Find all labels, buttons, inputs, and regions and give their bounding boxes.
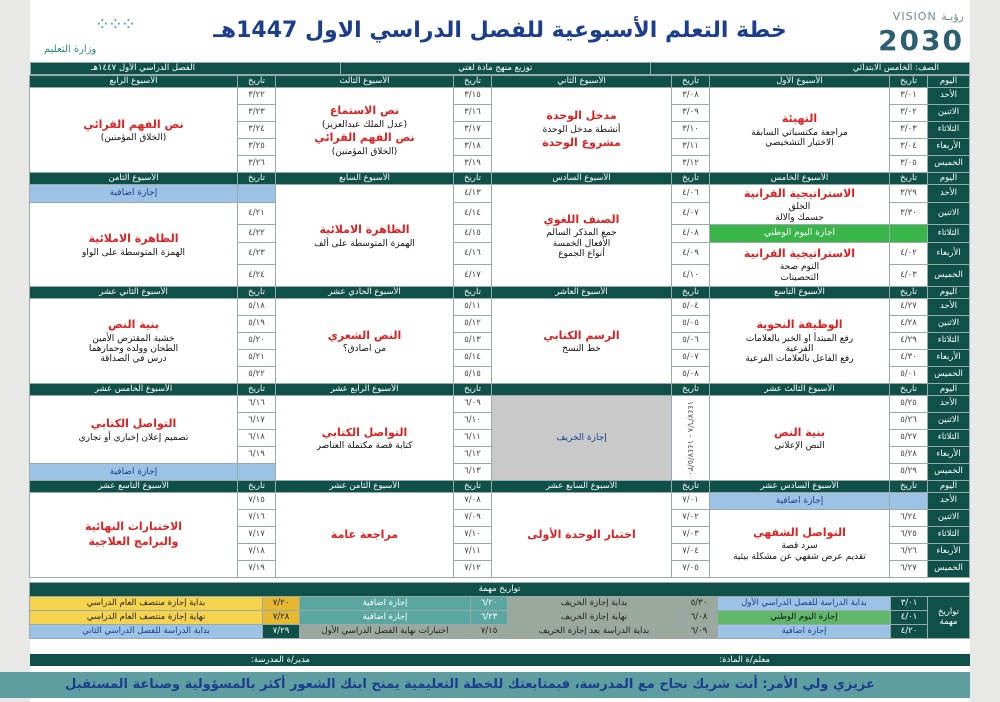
important-event: بداية إجازة منتصف العام الدراسي — [29, 597, 262, 611]
date-header: تاريخ — [454, 384, 492, 396]
week-content — [30, 396, 238, 464]
week-date: ٣/١٨ — [454, 139, 492, 156]
topic-detail: الفرعية — [785, 344, 814, 355]
date-header: تاريخ — [890, 481, 928, 493]
week-date: ٦/٠٩ — [454, 396, 492, 413]
week-date: ٦/١٨ — [238, 430, 276, 447]
date-header: تاريخ — [238, 481, 276, 493]
topic-detail: (الخلاق المؤمنين) — [331, 146, 398, 157]
week-header: الأسبوع السادس عشر — [710, 481, 890, 493]
important-date: ٧/٢٨ — [263, 611, 300, 625]
week-date: ٣/١١ — [672, 139, 710, 156]
important-date: ٦/٢٠ — [471, 597, 508, 611]
week-header: الأسبوع الثالث — [276, 76, 454, 88]
day-label: الخميس — [928, 265, 970, 287]
important-date: ٧/٢٠ — [263, 597, 300, 611]
week-date: ٣/١٥ — [454, 88, 492, 105]
week-date: ٣/١٠ — [672, 122, 710, 139]
date-header: تاريخ — [238, 287, 276, 299]
date-header: تاريخ — [238, 384, 276, 396]
topic-detail: تصميم إعلان إخباري أو تجاري — [78, 432, 189, 443]
extra-holiday: إجازة اضافية — [30, 464, 238, 481]
week-date: ٣/٢٩ — [890, 185, 928, 203]
week-date: ٣/٠٥ — [890, 156, 928, 173]
week-date: ٣/٠٤ — [890, 139, 928, 156]
important-event: اختبارات نهاية الفصل الدراسي الأول — [300, 625, 471, 639]
week-date: ٧/٠٣ — [672, 527, 710, 544]
week-date: ٣/٠٢ — [890, 105, 928, 122]
week-date: ٤/٣٠ — [890, 350, 928, 367]
week-content — [710, 396, 890, 481]
week-header: الأسبوع السابع — [276, 173, 454, 185]
week-date: ٥/١١ — [454, 299, 492, 316]
date-header: تاريخ — [454, 173, 492, 185]
day-label: الأربعاء — [928, 544, 970, 561]
week-date: ٦/٢٧ — [890, 561, 928, 578]
topic-title: الوظيفة النحوية — [756, 318, 843, 332]
week-date: ٥/٠٤ — [672, 299, 710, 316]
week-date: ٦/١١ — [454, 430, 492, 447]
topic-title: التهيئة — [781, 112, 818, 126]
day-label: الأحد — [928, 493, 970, 510]
date-header: تاريخ — [454, 481, 492, 493]
topic-detail: (عدل الملك عبدالعزيز) — [321, 119, 408, 130]
topic-title: اختبار الوحدة الأولى — [527, 527, 636, 541]
topic-detail: رفع الفاعل بالعلامات الفرعية — [745, 354, 854, 365]
ministry-name: وزارة التعليم — [44, 44, 97, 55]
page-title: خطة التعلم الأسبوعية للفصل الدراسي الاول 1447هـ — [213, 18, 787, 43]
teacher-label: معلم/ة المادة: — [719, 655, 770, 665]
week-content — [276, 185, 454, 287]
week-date: ٣/٢٥ — [238, 139, 276, 156]
vision-label: VISION رؤيـة — [892, 10, 964, 23]
topic-title: التواصل الكتابي — [90, 417, 177, 430]
week-date: ٥/٢٢ — [238, 367, 276, 384]
vertical-date: ١٤٤٧/٥/٣٠ - ١٤٤٧/٦/٨ — [672, 396, 710, 481]
topic-detail: (الخلاق المؤمنين) — [100, 133, 167, 144]
week-date: ٥/٢٥ — [890, 396, 928, 413]
week-date: ٣/١٩ — [454, 156, 492, 173]
week-date: ٧/١٠ — [454, 527, 492, 544]
topic-detail: سرد قصة — [781, 541, 818, 552]
date-header: تاريخ — [454, 76, 492, 88]
week-header: الأسبوع الأول — [710, 76, 890, 88]
topic-detail: خشبة المقترض الأمين — [92, 333, 175, 344]
important-dates-table — [29, 582, 970, 639]
topic-title: نص الاستماع — [329, 104, 400, 118]
week-header: الأسبوع الثامن عشر — [276, 481, 454, 493]
week-content — [492, 185, 672, 287]
important-event: بداية إجازة الخريف — [508, 597, 681, 611]
week-date: ٥/٢٠ — [238, 333, 276, 350]
day-label: الأحد — [928, 299, 970, 316]
week-date: ٤/٢٤ — [238, 265, 276, 287]
week-date — [890, 225, 928, 243]
week-content — [710, 510, 890, 578]
autumn-holiday: إجازة الخريف — [492, 396, 672, 481]
day-label: الأربعاء — [928, 447, 970, 464]
important-date: ٤/٠١ — [891, 611, 928, 625]
week-date: ٣/٠٩ — [672, 105, 710, 122]
day-label: الخميس — [928, 156, 970, 173]
topic-title: مدخل الوحدة — [546, 109, 617, 123]
week-date: ٧/١٢ — [454, 561, 492, 578]
week-date: ٧/١٧ — [238, 527, 276, 544]
week-date: ٧/١٦ — [238, 510, 276, 527]
week-date — [238, 464, 276, 481]
day-label: الاثنين — [928, 510, 970, 527]
week-date — [238, 185, 276, 203]
day-label: الأحد — [928, 185, 970, 203]
topic-title: الاستراتيجية القرانية — [743, 186, 856, 200]
day-label: الثلاثاء — [928, 430, 970, 447]
week-date: ٥/١٨ — [238, 299, 276, 316]
day-label: الثلاثاء — [928, 333, 970, 350]
day-header: اليوم — [928, 173, 970, 185]
week-date: ٥/٢٩ — [890, 464, 928, 481]
topic-detail: الاختبار التشخيصي — [765, 138, 834, 149]
weekly-grid — [30, 62, 970, 578]
topic-title: بنية النص — [773, 425, 825, 439]
day-label: الخميس — [928, 367, 970, 384]
day-label: الأربعاء — [928, 139, 970, 156]
week-date: ٤/٠٨ — [672, 225, 710, 243]
date-header: تاريخ — [672, 384, 710, 396]
date-header: تاريخ — [890, 76, 928, 88]
week-content — [492, 493, 672, 578]
important-event: بداية الدراسة للفصل الدراسي الأول — [718, 597, 891, 611]
week-content — [30, 203, 238, 287]
vision-2030-logo — [860, 10, 970, 58]
day-label: الاثنين — [928, 316, 970, 333]
week-date: ٦/١٠ — [454, 413, 492, 430]
important-dates — [30, 582, 970, 639]
week-date: ٥/١٢ — [454, 316, 492, 333]
week-date: ٧/٠٢ — [672, 510, 710, 527]
week-date: ٤/٠٣ — [890, 265, 928, 287]
week-date: ٤/٠٧ — [672, 203, 710, 225]
day-header: اليوم — [928, 287, 970, 299]
date-header: تاريخ — [238, 76, 276, 88]
day-label: الأربعاء — [928, 243, 970, 265]
date-header: تاريخ — [672, 481, 710, 493]
week-header: الأسبوع الرابع — [30, 76, 238, 88]
topic-detail: أنشطة مدخل الوحدة — [542, 124, 621, 135]
week-date: ٦/١٧ — [238, 413, 276, 430]
week-header — [492, 384, 672, 396]
date-header: تاريخ — [672, 287, 710, 299]
week-date: ٥/٢٨ — [890, 447, 928, 464]
topic-detail: النوم صحة — [779, 262, 820, 273]
week-date: ٧/١٨ — [238, 544, 276, 561]
week-date: ٥/١٤ — [454, 350, 492, 367]
day-label: الثلاثاء — [928, 225, 970, 243]
topic-detail: التحصينات — [780, 272, 819, 283]
day-label: الأحد — [928, 396, 970, 413]
week-content — [710, 243, 890, 287]
grid-top-bar — [30, 62, 970, 75]
week-date: ٣/١٧ — [454, 122, 492, 139]
topic-title: بنية النص — [107, 318, 159, 332]
important-date: ٤/٢٠ — [891, 625, 928, 639]
week-date: ٥/٢٦ — [890, 413, 928, 430]
week-date: ٥/٠٨ — [672, 367, 710, 384]
week-date: ٥/٢١ — [238, 350, 276, 367]
week-date: ٧/١٩ — [238, 561, 276, 578]
week-date: ٤/١٠ — [672, 265, 710, 287]
week-content — [276, 396, 454, 481]
topic-title: الاستراتيجية القرانية — [743, 246, 856, 260]
date-header: تاريخ — [672, 173, 710, 185]
important-date: ٦/٠٩ — [681, 625, 718, 639]
ministry-emblem-icon: ⁘⁘⁘ — [94, 14, 134, 35]
topic-detail: من اصادق؟ — [342, 344, 387, 355]
week-content — [710, 185, 890, 225]
week-date: ٧/٠٨ — [454, 493, 492, 510]
week-date: ٣/١٢ — [672, 156, 710, 173]
topic-title: نص الفهم القرائي — [314, 131, 415, 144]
day-label: الثلاثاء — [928, 527, 970, 544]
week-date: ٧/٠٤ — [672, 544, 710, 561]
week-date: ٧/١٥ — [238, 493, 276, 510]
topic-detail: خط النسخ — [562, 344, 601, 355]
week-header: الأسبوع التاسع عشر — [30, 481, 238, 493]
week-content — [276, 493, 454, 578]
week-header: الأسبوع الحادي عشر — [276, 287, 454, 299]
day-label: الاثنين — [928, 413, 970, 430]
day-label: الاثنين — [928, 105, 970, 122]
principal-label: مدير/ة المدرسة: — [250, 655, 310, 665]
subject-label: توزيع منهج مادة لغتي — [340, 63, 650, 75]
topic-detail: كتابة قصة مكتملة العناصر — [316, 441, 413, 452]
week-date: ٣/٢٢ — [238, 88, 276, 105]
important-date: ٦/٠٨ — [681, 611, 718, 625]
grade-label: الصف: الخامس الابتدائي — [650, 63, 969, 75]
day-label: الأحد — [928, 88, 970, 105]
week-date: ٣/٢٤ — [238, 122, 276, 139]
date-header: تاريخ — [890, 384, 928, 396]
important-date: ٦/٢٣ — [471, 611, 508, 625]
national-day-holiday: اجازة اليوم الوطني — [710, 225, 890, 243]
week-header: الأسبوع السابع عشر — [492, 481, 672, 493]
week-date: ٥/٢٧ — [890, 430, 928, 447]
week-date: ٥/٠١ — [890, 367, 928, 384]
week-date: ٦/١٩ — [238, 447, 276, 464]
topic-title: مشروع الوحدة — [542, 136, 621, 150]
week-date: ٥/١٥ — [454, 367, 492, 384]
important-event: نهاية إجازة الخريف — [508, 611, 681, 625]
important-event: بداية الدراسة للفصل الدراسي الثاني — [29, 625, 262, 639]
week-date: ٦/٢٥ — [890, 527, 928, 544]
week-content — [492, 299, 672, 384]
week-date: ٤/١٧ — [454, 265, 492, 287]
week-header: الأسبوع الخامس — [710, 173, 890, 185]
week-date: ٥/١٣ — [454, 333, 492, 350]
week-header: الأسبوع الرابع عشر — [276, 384, 454, 396]
week-header: الأسبوع الثالث عشر — [710, 384, 890, 396]
term-label: الفصل الدراسي الأول ١٤٤٧هـ — [31, 63, 341, 75]
important-event: إجازة اضافية — [718, 625, 891, 639]
week-date: ٣/٠١ — [890, 88, 928, 105]
week-content — [276, 88, 454, 173]
topic-detail: الهمزة المتوسطة على ألف — [314, 238, 415, 249]
plan-document — [30, 0, 970, 702]
topic-title: الظاهرة الاملائية — [88, 232, 179, 245]
topic-detail: النص الإعلاني — [774, 441, 825, 452]
week-date: ٣/٢٣ — [238, 105, 276, 122]
day-label: الخميس — [928, 464, 970, 481]
topic-detail: جسمك والالة — [775, 212, 824, 223]
week-header: الأسبوع الثاني — [492, 76, 672, 88]
week-date: ٧/٠٩ — [454, 510, 492, 527]
important-date: ٣/٠١ — [891, 597, 928, 611]
date-header: تاريخ — [890, 287, 928, 299]
date-header: تاريخ — [454, 287, 492, 299]
topic-title: الرسم الكتابي — [543, 328, 620, 342]
week-header: الأسبوع السادس — [492, 173, 672, 185]
week-content — [710, 299, 890, 384]
important-event: إجازة اليوم الوطني — [718, 611, 891, 625]
week-date: ٤/٠٦ — [672, 185, 710, 203]
week-date: ٣/١٦ — [454, 105, 492, 122]
week-date: ٤/٢٧ — [890, 299, 928, 316]
week-header: الأسبوع الخامس عشر — [30, 384, 238, 396]
day-label: الخميس — [928, 561, 970, 578]
important-event: إجازة اضافية — [300, 611, 471, 625]
week-date: ٧/٠٥ — [672, 561, 710, 578]
topic-detail: جمع المذكر السالم — [546, 228, 617, 239]
topic-title: والبرامج العلاجية — [88, 535, 179, 548]
week-header: الأسبوع التاسع — [710, 287, 890, 299]
topic-title: التواصل الشفهي — [753, 525, 846, 539]
important-date: ٧/٢٩ — [263, 625, 300, 639]
week-date: ٤/١٣ — [454, 185, 492, 203]
topic-detail: أنواع الجموع — [558, 248, 605, 259]
topic-title: التواصل الكتابي — [321, 425, 408, 439]
important-event: إجازة اضافية — [300, 597, 471, 611]
week-header: الأسبوع الثامن — [30, 173, 238, 185]
week-date: ٥/٠٦ — [672, 333, 710, 350]
week-date: ٤/٢٨ — [890, 316, 928, 333]
week-date: ٣/٠٨ — [672, 88, 710, 105]
topic-detail: الأفعال الخمسة — [552, 238, 611, 249]
week-header: الأسبوع الثاني عشر — [30, 287, 238, 299]
week-content — [710, 88, 890, 173]
week-date: ٤/١٤ — [454, 203, 492, 225]
week-date: ٦/٢٦ — [890, 544, 928, 561]
topic-detail: مراجعة مكتسباتي السابقة — [751, 127, 848, 138]
week-date: ٤/٢٩ — [890, 333, 928, 350]
day-label: الثلاثاء — [928, 122, 970, 139]
important-date: ٧/١٥ — [471, 625, 508, 639]
topic-detail: الهمزة المتوسطة على الواو — [81, 247, 185, 258]
week-date: ٦/١٦ — [238, 396, 276, 413]
week-date: ٤/١٦ — [454, 243, 492, 265]
week-content — [30, 299, 238, 384]
week-date: ٧/٠١ — [672, 493, 710, 510]
ministry-logo — [44, 10, 139, 58]
important-dates-side: تواريخ مهمة — [928, 597, 970, 639]
header — [30, 0, 970, 62]
week-date: ٦/١٢ — [454, 447, 492, 464]
week-date — [890, 493, 928, 510]
extra-holiday: إجازة اضافية — [30, 185, 238, 203]
day-header: اليوم — [928, 384, 970, 396]
topic-title: مراجعة عامة — [330, 527, 399, 541]
topic-detail: الطحان وولده وحمارهما — [88, 344, 179, 355]
day-header: اليوم — [928, 76, 970, 88]
date-header: تاريخ — [672, 76, 710, 88]
important-dates-header: تواريخ مهمة — [29, 583, 969, 597]
signature-bar — [30, 654, 970, 666]
week-content — [30, 88, 238, 173]
important-event: نهاية إجازة منتصف العام الدراسي — [29, 611, 262, 625]
date-header: تاريخ — [890, 173, 928, 185]
week-date: ٦/١٣ — [454, 464, 492, 481]
week-date: ٤/٠٢ — [890, 243, 928, 265]
topic-title: النص الشعري — [327, 328, 402, 342]
week-date: ٧/١١ — [454, 544, 492, 561]
week-date: ٥/١٩ — [238, 316, 276, 333]
topic-title: الظاهرة الاملائية — [319, 223, 410, 236]
week-date: ٥/٠٧ — [672, 350, 710, 367]
week-date: ٤/٢٢ — [238, 225, 276, 243]
week-date: ٣/٠٣ — [890, 122, 928, 139]
week-date: ٦/٢٤ — [890, 510, 928, 527]
topic-detail: درس في الصداقة — [100, 354, 167, 365]
week-date: ٤/١٥ — [454, 225, 492, 243]
parent-message: عزيزي ولي الأمر: أنت شريك نجاح مع المدرسة، فبمتابعتك للخطة التعليمية يمنح ابنك الشعور أكثر بالمسؤولية وصناعة المستقبل — [0, 672, 970, 698]
week-date: ٣/٣٠ — [890, 203, 928, 225]
week-date: ٤/٢١ — [238, 203, 276, 225]
week-date: ٥/٠٥ — [672, 316, 710, 333]
week-date: ٤/٠٩ — [672, 243, 710, 265]
topic-detail: تقديم عرض شفهي عن مشكلة بيئية — [733, 551, 866, 562]
day-label: الأربعاء — [928, 350, 970, 367]
date-header: تاريخ — [238, 173, 276, 185]
day-header: اليوم — [928, 481, 970, 493]
extra-holiday: إجازة اضافية — [710, 493, 890, 510]
topic-detail: رفع المبتدأ او الخبر بالعلامات — [745, 333, 854, 344]
topic-title: نص الفهم القرائي — [83, 117, 184, 131]
day-label: الاثنين — [928, 203, 970, 225]
week-content — [30, 493, 238, 578]
vision-year: 2030 — [878, 24, 964, 57]
week-content — [276, 299, 454, 384]
week-date: ٤/٢٣ — [238, 243, 276, 265]
week-header: الأسبوع العاشر — [492, 287, 672, 299]
topic-title: الاختبارات النهائية — [84, 520, 183, 534]
weeks-table — [29, 75, 970, 578]
week-date: ٣/٢٦ — [238, 156, 276, 173]
topic-title: الصنف اللغوي — [543, 212, 620, 226]
topic-detail: الخلق — [788, 202, 811, 213]
important-event: بداية الدراسة بعد إجازة الخريف — [508, 625, 681, 639]
important-date: ٥/٣٠ — [681, 597, 718, 611]
week-content — [492, 88, 672, 173]
